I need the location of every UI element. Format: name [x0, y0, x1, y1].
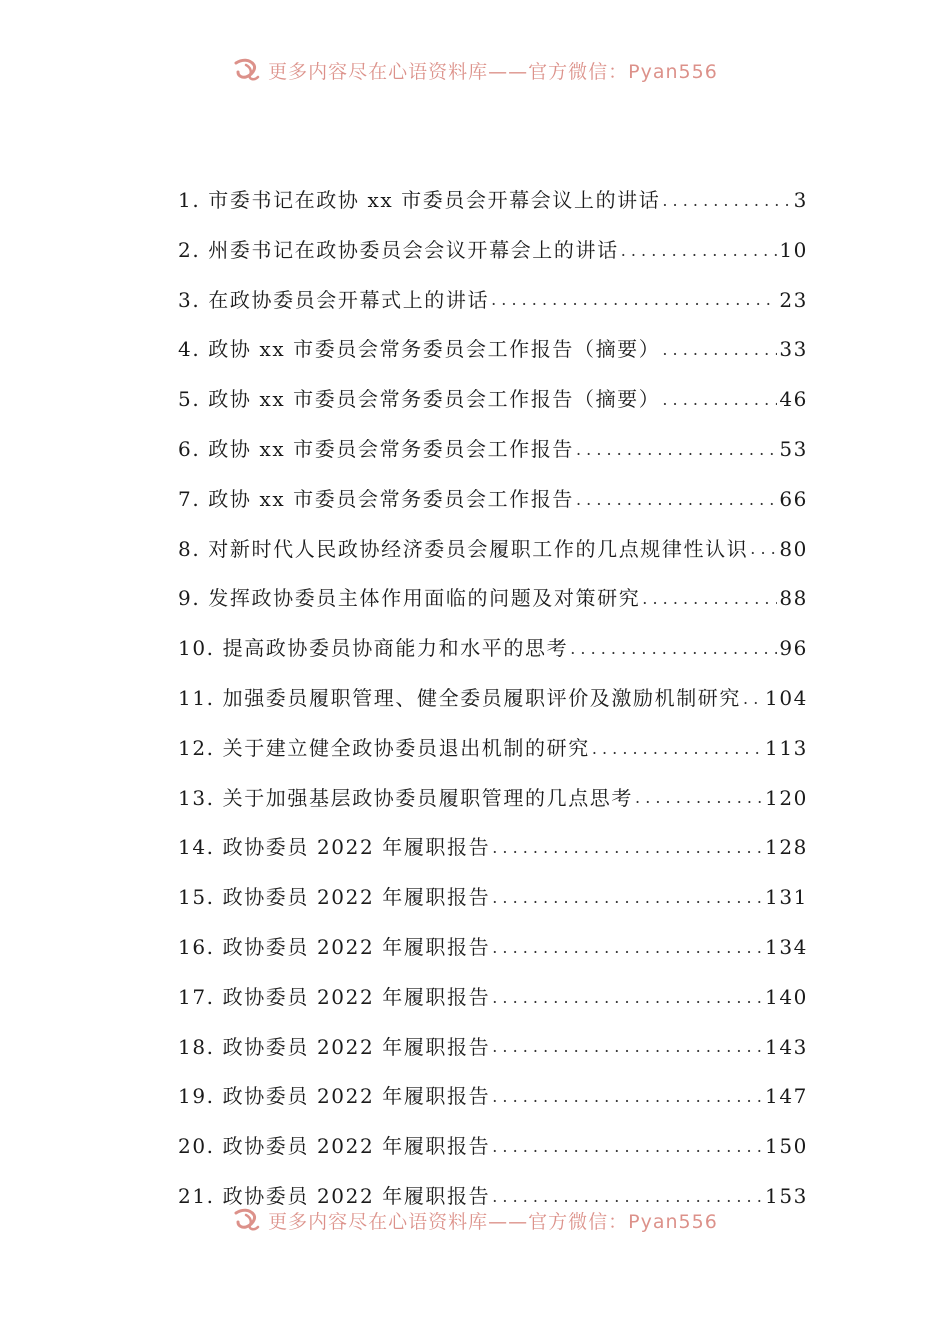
toc-entry-title: 提高政协委员协商能力和水平的思考	[222, 636, 569, 661]
toc-entry-number: 16.	[178, 934, 215, 959]
toc-entry-title: 在政协委员会开幕式上的讲话	[208, 287, 490, 312]
toc-entry[interactable]	[178, 873, 808, 923]
toc-entry-number: 20.	[178, 1134, 215, 1159]
dot-leader	[592, 739, 763, 759]
toc-entry-page: 33	[779, 337, 808, 362]
toc-entry[interactable]	[178, 674, 808, 724]
toc-entry[interactable]	[178, 574, 808, 624]
toc-entry-number: 11.	[178, 685, 215, 710]
dot-leader	[662, 390, 777, 410]
toc-entry[interactable]	[178, 1122, 808, 1172]
table-of-contents	[178, 176, 808, 1222]
dot-leader	[642, 589, 777, 609]
toc-entry-number: 2.	[178, 237, 201, 262]
toc-entry-title: 政协委员 2022 年履职报告	[222, 1183, 491, 1208]
dot-leader	[750, 539, 777, 559]
toc-entry[interactable]	[178, 176, 808, 226]
toc-entry-page: 128	[765, 835, 808, 860]
toc-entry-number: 18.	[178, 1034, 215, 1059]
dot-leader	[491, 290, 777, 310]
dot-leader	[576, 440, 777, 460]
toc-entry-title: 政协 xx 市委员会常务委员会工作报告（摘要）	[208, 387, 661, 412]
toc-entry-title: 对新时代人民政协经济委员会履职工作的几点规律性认识	[208, 536, 749, 561]
dot-leader	[662, 191, 791, 211]
toc-entry[interactable]	[178, 325, 808, 375]
watermark-bottom	[0, 1202, 950, 1238]
toc-entry-number: 7.	[178, 486, 201, 511]
watermark-top	[0, 52, 950, 88]
toc-entry-number: 14.	[178, 835, 215, 860]
toc-entry-page: 53	[779, 436, 808, 461]
toc-entry-title: 政协委员 2022 年履职报告	[222, 885, 491, 910]
toc-entry-page: 134	[765, 934, 808, 959]
toc-entry-page: 46	[779, 387, 808, 412]
toc-entry-number: 9.	[178, 586, 201, 611]
toc-entry-title: 发挥政协委员主体作用面临的问题及对策研究	[208, 586, 641, 611]
toc-entry-page: 131	[765, 885, 808, 910]
toc-entry-number: 12.	[178, 735, 215, 760]
toc-entry-title: 市委书记在政协 xx 市委员会开幕会议上的讲话	[208, 188, 661, 212]
toc-entry-page: 113	[765, 735, 808, 760]
dot-leader	[492, 1137, 763, 1157]
dot-leader	[662, 340, 777, 360]
dot-leader	[743, 689, 763, 709]
toc-entry-page: 120	[765, 785, 808, 810]
toc-entry-title: 政协 xx 市委员会常务委员会工作报告	[208, 486, 574, 511]
toc-entry-page: 140	[765, 984, 808, 1009]
toc-entry-title: 政协 xx 市委员会常务委员会工作报告（摘要）	[208, 337, 661, 362]
toc-entry-title: 关于建立健全政协委员退出机制的研究	[222, 735, 590, 760]
watermark-text: 更多内容尽在心语资料库——官方微信：Pyan556	[268, 1210, 718, 1233]
toc-entry-number: 1.	[178, 188, 201, 212]
toc-entry[interactable]	[178, 973, 808, 1023]
dot-leader	[635, 788, 763, 808]
toc-entry[interactable]	[178, 425, 808, 475]
toc-entry-number: 5.	[178, 387, 201, 412]
toc-entry-title: 政协委员 2022 年履职报告	[222, 1134, 491, 1159]
toc-entry-number: 17.	[178, 984, 215, 1009]
dot-leader	[621, 241, 778, 261]
toc-entry-title: 政协 xx 市委员会常务委员会工作报告	[208, 436, 574, 461]
toc-entry[interactable]	[178, 923, 808, 973]
dot-leader	[570, 639, 777, 659]
toc-entry[interactable]	[178, 525, 808, 575]
toc-entry-page: 23	[779, 287, 808, 312]
dot-leader	[492, 1037, 763, 1057]
toc-entry-title: 政协委员 2022 年履职报告	[222, 984, 491, 1009]
toc-entry[interactable]	[178, 375, 808, 425]
toc-entry[interactable]	[178, 226, 808, 276]
watermark-text: 更多内容尽在心语资料库——官方微信：Pyan556	[268, 60, 718, 83]
toc-entry-number: 4.	[178, 337, 201, 362]
toc-entry[interactable]	[178, 1072, 808, 1122]
toc-entry-title: 加强委员履职管理、健全委员履职评价及激励机制研究	[222, 685, 742, 710]
toc-entry-page: 147	[765, 1084, 808, 1109]
toc-entry-title: 政协委员 2022 年履职报告	[222, 835, 491, 860]
toc-entry[interactable]	[178, 276, 808, 326]
logo-icon	[232, 57, 262, 83]
toc-entry-page: 88	[779, 586, 808, 611]
toc-entry-title: 政协委员 2022 年履职报告	[222, 1084, 491, 1109]
toc-entry[interactable]	[178, 624, 808, 674]
toc-entry-page: 143	[765, 1034, 808, 1059]
toc-entry[interactable]	[178, 1023, 808, 1073]
toc-entry-title: 政协委员 2022 年履职报告	[222, 934, 491, 959]
toc-entry-number: 15.	[178, 885, 215, 910]
dot-leader	[492, 1087, 763, 1107]
logo-icon	[232, 1207, 262, 1233]
toc-entry-title: 政协委员 2022 年履职报告	[222, 1034, 491, 1059]
toc-entry-page: 3	[793, 188, 808, 212]
dot-leader	[492, 888, 763, 908]
toc-entry-number: 10.	[178, 636, 215, 661]
toc-entry[interactable]	[178, 724, 808, 774]
dot-leader	[576, 490, 777, 510]
toc-entry-title: 州委书记在政协委员会会议开幕会上的讲话	[208, 237, 619, 262]
toc-entry[interactable]	[178, 823, 808, 873]
toc-entry[interactable]	[178, 475, 808, 525]
toc-entry-number: 19.	[178, 1084, 215, 1109]
toc-entry-page: 10	[779, 237, 808, 262]
dot-leader	[492, 988, 763, 1008]
toc-entry-number: 8.	[178, 536, 201, 561]
toc-entry-page: 153	[765, 1183, 808, 1208]
toc-entry-number: 3.	[178, 287, 201, 312]
dot-leader	[492, 838, 763, 858]
toc-entry[interactable]	[178, 774, 808, 824]
toc-entry-number: 21.	[178, 1183, 215, 1208]
toc-entry-page: 80	[779, 536, 808, 561]
toc-entry-page: 104	[765, 685, 808, 710]
toc-entry-title: 关于加强基层政协委员履职管理的几点思考	[222, 785, 634, 810]
toc-entry-number: 6.	[178, 436, 201, 461]
toc-entry-page: 96	[779, 636, 808, 661]
dot-leader	[492, 938, 763, 958]
toc-entry-number: 13.	[178, 785, 215, 810]
toc-entry-page: 66	[779, 486, 808, 511]
toc-entry-page: 150	[765, 1134, 808, 1159]
